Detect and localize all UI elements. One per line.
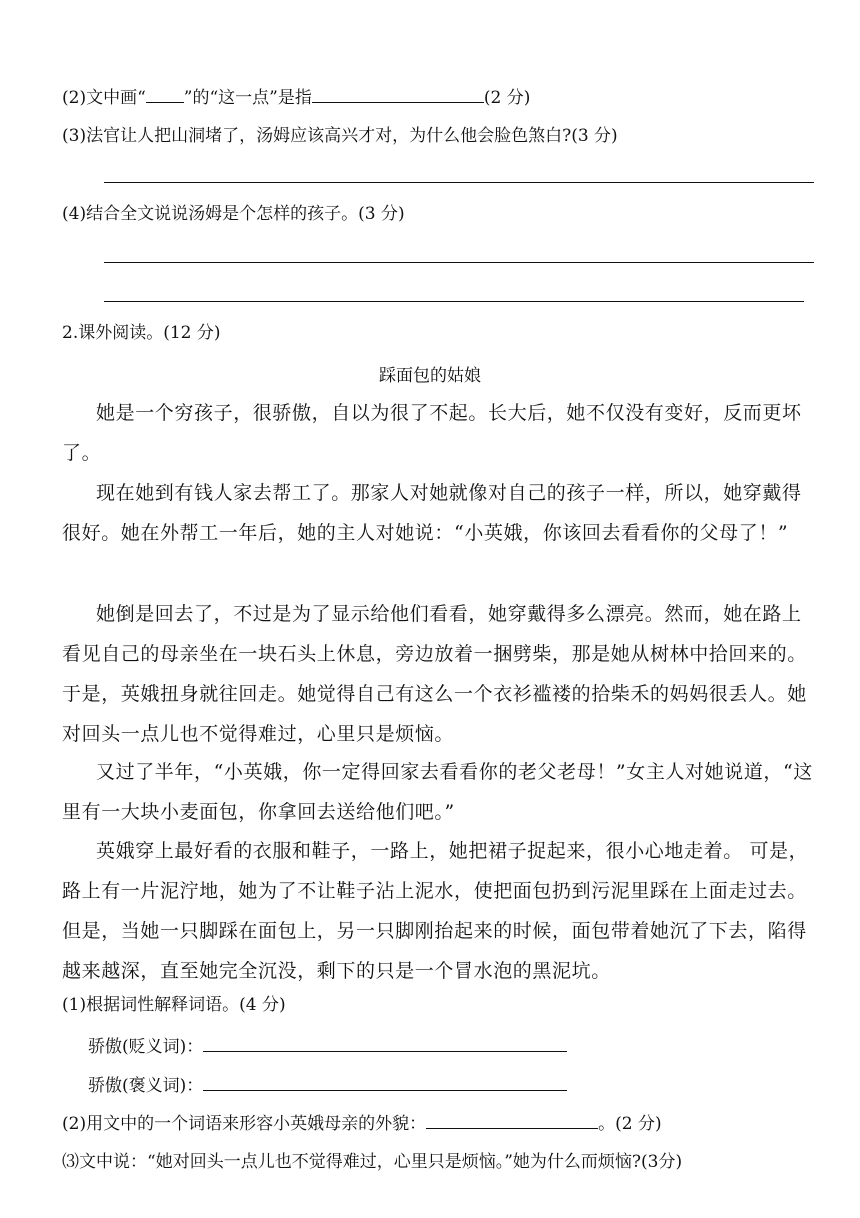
answer-line-q4-2[interactable] [104,301,804,302]
question-3-text: (3)法官让人把山洞堵了，汤姆应该高兴才对，为什么他会脸色煞白? [62,126,572,146]
part2-question-3-score: (3分) [641,1152,683,1172]
part2-question-3 [62,1150,682,1174]
part2-question-2-text: (2)用文中的一个词语来形容小英娥母亲的外貌： [62,1114,427,1134]
answer-line-q4-1[interactable] [104,262,814,263]
paragraph-4: 又过了半年，“小英娥，你一定得回家去看看你的老父老母！”女主人对她说道，“这里有一大块小麦面包，你拿回去送给他们吧。” [62,761,813,823]
answer-blank-q2[interactable] [312,84,484,103]
paragraph-1: 她是一个穷孩子，很骄傲，自以为很了不起。长大后，她不仅没有变好，反而更坏了。 [62,402,802,464]
question-3-score: (3 分) [571,126,618,146]
section-heading: 2.课外阅读。(12 分) [62,323,221,343]
passage-title: 踩面包的姑娘 [379,366,481,386]
definition-derogatory [88,1033,567,1059]
question-4-text: (4)结合全文说说汤姆是个怎样的孩子。 [62,204,359,224]
answer-blank-commendatory[interactable] [203,1072,567,1091]
question-2-score: (2 分) [483,88,531,108]
paragraph-3: 她倒是回去了，不过是为了显示给他们看看，她穿戴得多么漂亮。然而，她在路上看见自己的母亲坐在一块石头上休息，旁边放着一捆劈柴，那是她从树林中拾回来的。于是，英娥扭身就往回走。她觉得自己有这么一个衣衫褴褛的拾柴禾的妈妈很丢人。她对回头一点儿也不觉得难过，心里只是烦恼。 [62,603,807,745]
part2-question-1-score: (4 分) [239,995,286,1015]
answer-line-q3[interactable] [104,182,814,183]
question-3 [62,124,618,148]
question-2-prefix: (2)文中画“ [62,88,146,108]
part2-question-2-end: 。 [598,1114,616,1134]
answer-blank-derogatory[interactable] [203,1033,567,1052]
question-4-score: (3 分) [358,204,405,224]
part2-question-3-text: ⑶文中说：“她对回头一点儿也不觉得难过，心里只是烦恼。”她为什么而烦恼? [62,1152,641,1172]
definition-derogatory-label: 骄傲(贬义词)： [88,1037,204,1057]
quote-blank[interactable] [146,84,184,103]
part2-question-1-text: (1)根据词性解释词语。 [62,995,240,1015]
part2-question-1 [62,993,286,1017]
definition-commendatory-label: 骄傲(褒义词)： [88,1076,204,1096]
paragraph-2: 现在她到有钱人家去帮工了。那家人对她就像对自己的孩子一样，所以，她穿戴得很好。她在外帮工一年后，她的主人对她说：“小英娥，你该回去看看你的父母了！” [62,482,802,544]
definition-commendatory [88,1072,567,1098]
paragraph-5: 英娥穿上最好看的衣服和鞋子，一路上，她把裙子捉起来，很小心地走着。 可是，路上有一片泥泞地，她为了不让鞋子沾上泥水，使把面包扔到污泥里踩在上面走过去。但是，当她一只脚踩在面包上，另一只脚刚抬起来的时候，面包带着她沉了下去，陷得越来越深，直至她完全沉没，剩下的只是一个冒水泡的黑泥坑。 [62,840,809,982]
question-4 [62,202,405,226]
part2-question-2 [62,1110,662,1136]
question-2-middle: ”的“这一点”是指 [183,88,312,108]
part2-question-2-score: (2 分) [615,1114,662,1134]
question-2 [62,84,530,110]
answer-blank-appearance[interactable] [426,1110,598,1129]
